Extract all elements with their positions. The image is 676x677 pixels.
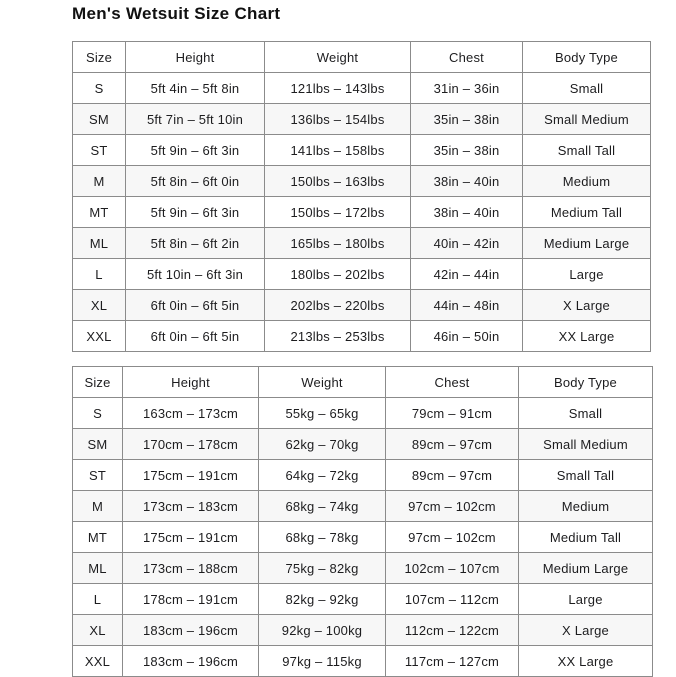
table-row [73, 553, 653, 584]
table-cell: 89cm – 97cm [386, 460, 519, 491]
table-cell: 175cm – 191cm [123, 460, 259, 491]
table-cell: SM [73, 429, 123, 460]
table-cell: 180lbs – 202lbs [265, 259, 411, 290]
table-cell: MT [73, 197, 126, 228]
column-header: Size [73, 42, 126, 73]
table-cell: X Large [519, 615, 653, 646]
table-row [73, 259, 651, 290]
table-row [73, 73, 651, 104]
table-cell: 170cm – 178cm [123, 429, 259, 460]
header-row [73, 367, 653, 398]
column-header: Height [126, 42, 265, 73]
table-cell: 5ft 9in – 6ft 3in [126, 197, 265, 228]
table-cell: XXL [73, 321, 126, 352]
table-cell: 35in – 38in [411, 104, 523, 135]
table-cell: ML [73, 553, 123, 584]
table-cell: Small [519, 398, 653, 429]
table-cell: 165lbs – 180lbs [265, 228, 411, 259]
table-cell: 82kg – 92kg [259, 584, 386, 615]
table-cell: 89cm – 97cm [386, 429, 519, 460]
table-cell: 5ft 10in – 6ft 3in [126, 259, 265, 290]
column-header: Body Type [519, 367, 653, 398]
table-row [73, 491, 653, 522]
table-cell: ML [73, 228, 126, 259]
table-cell: 150lbs – 172lbs [265, 197, 411, 228]
table-cell: 64kg – 72kg [259, 460, 386, 491]
table-cell: 38in – 40in [411, 197, 523, 228]
table-cell: 117cm – 127cm [386, 646, 519, 677]
table-cell: Small Medium [519, 429, 653, 460]
table-cell: 5ft 8in – 6ft 0in [126, 166, 265, 197]
table-cell: L [73, 259, 126, 290]
table-cell: XL [73, 290, 126, 321]
table-cell: 173cm – 183cm [123, 491, 259, 522]
table-cell: 42in – 44in [411, 259, 523, 290]
table-cell: XL [73, 615, 123, 646]
table-row [73, 135, 651, 166]
table-row [73, 166, 651, 197]
table-cell: Medium Tall [519, 522, 653, 553]
table-cell: 68kg – 78kg [259, 522, 386, 553]
table-cell: 112cm – 122cm [386, 615, 519, 646]
column-header: Weight [265, 42, 411, 73]
table-row [73, 290, 651, 321]
column-header: Weight [259, 367, 386, 398]
column-header: Body Type [523, 42, 651, 73]
table-cell: 6ft 0in – 6ft 5in [126, 321, 265, 352]
table-cell: 5ft 8in – 6ft 2in [126, 228, 265, 259]
table-row [73, 321, 651, 352]
table-cell: Medium Large [519, 553, 653, 584]
table-cell: 31in – 36in [411, 73, 523, 104]
page-title: Men's Wetsuit Size Chart [72, 4, 281, 23]
table-cell: 5ft 7in – 5ft 10in [126, 104, 265, 135]
table-cell: XXL [73, 646, 123, 677]
table-cell: 141lbs – 158lbs [265, 135, 411, 166]
table-cell: 92kg – 100kg [259, 615, 386, 646]
table-row [73, 646, 653, 677]
table-cell: 68kg – 74kg [259, 491, 386, 522]
table-row [73, 584, 653, 615]
table-cell: S [73, 398, 123, 429]
table-row [73, 228, 651, 259]
table-cell: 62kg – 70kg [259, 429, 386, 460]
column-header: Height [123, 367, 259, 398]
table-row [73, 522, 653, 553]
table-cell: ST [73, 460, 123, 491]
table-cell: SM [73, 104, 126, 135]
table-cell: 136lbs – 154lbs [265, 104, 411, 135]
table-cell: 35in – 38in [411, 135, 523, 166]
table-cell: Small Medium [523, 104, 651, 135]
table-row [73, 460, 653, 491]
table-cell: Small Tall [519, 460, 653, 491]
table-cell: X Large [523, 290, 651, 321]
table-cell: M [73, 491, 123, 522]
table-cell: ST [73, 135, 126, 166]
table-cell: 6ft 0in – 6ft 5in [126, 290, 265, 321]
table-cell: Medium Large [523, 228, 651, 259]
table-cell: 213lbs – 253lbs [265, 321, 411, 352]
table-cell: S [73, 73, 126, 104]
table-cell: 40in – 42in [411, 228, 523, 259]
table-cell: 5ft 4in – 5ft 8in [126, 73, 265, 104]
imperial-size-table [72, 41, 651, 352]
table-cell: Medium [519, 491, 653, 522]
table-cell: 44in – 48in [411, 290, 523, 321]
table-row [73, 429, 653, 460]
table-cell: 38in – 40in [411, 166, 523, 197]
table-cell: 97cm – 102cm [386, 491, 519, 522]
table-row [73, 615, 653, 646]
table-cell: XX Large [523, 321, 651, 352]
table-cell: 202lbs – 220lbs [265, 290, 411, 321]
metric-size-table [72, 366, 653, 677]
table-row [73, 197, 651, 228]
table-cell: L [73, 584, 123, 615]
table-cell: 102cm – 107cm [386, 553, 519, 584]
table-cell: Medium Tall [523, 197, 651, 228]
table-cell: 5ft 9in – 6ft 3in [126, 135, 265, 166]
table-cell: 173cm – 188cm [123, 553, 259, 584]
table-cell: 150lbs – 163lbs [265, 166, 411, 197]
column-header: Chest [386, 367, 519, 398]
column-header: Size [73, 367, 123, 398]
table-cell: Small Tall [523, 135, 651, 166]
table-cell: 183cm – 196cm [123, 615, 259, 646]
table-gap [72, 352, 676, 366]
table-cell: 75kg – 82kg [259, 553, 386, 584]
table-cell: 163cm – 173cm [123, 398, 259, 429]
table-row [73, 104, 651, 135]
header-row [73, 42, 651, 73]
table-cell: 178cm – 191cm [123, 584, 259, 615]
table-cell: Large [519, 584, 653, 615]
table-cell: 121lbs – 143lbs [265, 73, 411, 104]
column-header: Chest [411, 42, 523, 73]
table-cell: Medium [523, 166, 651, 197]
table-cell: 97kg – 115kg [259, 646, 386, 677]
table-cell: 175cm – 191cm [123, 522, 259, 553]
table-cell: 107cm – 112cm [386, 584, 519, 615]
table-cell: 97cm – 102cm [386, 522, 519, 553]
table-cell: MT [73, 522, 123, 553]
table-cell: XX Large [519, 646, 653, 677]
table-cell: Large [523, 259, 651, 290]
table-cell: 55kg – 65kg [259, 398, 386, 429]
table-cell: Small [523, 73, 651, 104]
table-cell: 46in – 50in [411, 321, 523, 352]
table-cell: 183cm – 196cm [123, 646, 259, 677]
table-cell: M [73, 166, 126, 197]
table-cell: 79cm – 91cm [386, 398, 519, 429]
table-row [73, 398, 653, 429]
